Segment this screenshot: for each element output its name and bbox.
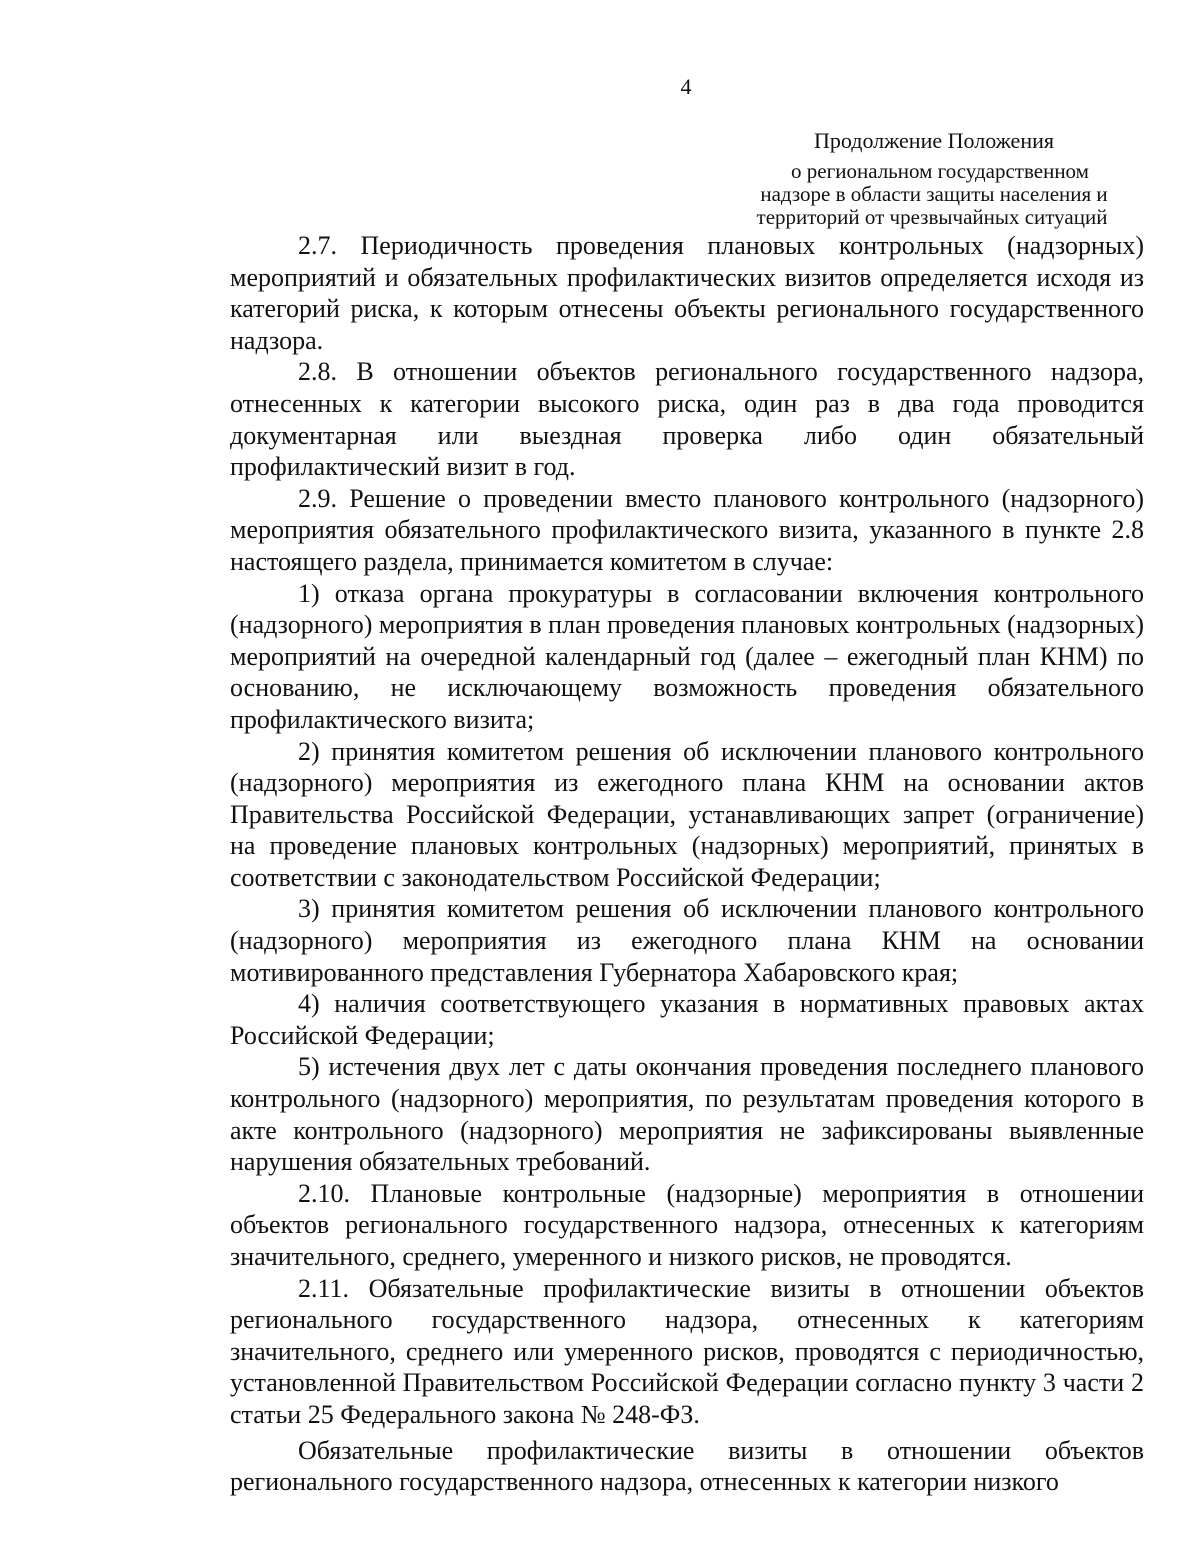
paragraph-2-10: 2.10. Плановые контрольные (надзорные) мероприятия в отношении объектов регионального государственного надзора, отнесенных к категориям значительного, среднего, умеренного и низкого рисков, не проводятся. bbox=[230, 1178, 1144, 1271]
paragraph-2-8: 2.8. В отношении объектов регионального государственного надзора, отнесенных к категории высокого риска, один раз в два года проводится документарная или выездная проверка либо один обязательный профилактический визит в год. bbox=[230, 357, 1144, 482]
paragraph-continuation: Обязательные профилактические визиты в отношении объектов регионального государственного надзора, отнесенных к категории низкого bbox=[230, 1435, 1144, 1497]
list-item-3: 3) принятия комитетом решения об исключении планового контрольного (надзорного) мероприятия из ежегодного плана КНМ на основании мотивированного представления Губернатора Хабаровского края; bbox=[230, 894, 1144, 987]
running-head bbox=[724, 128, 1144, 229]
document-body bbox=[230, 230, 1144, 1498]
list-item-5: 5) истечения двух лет с даты окончания проведения последнего планового контрольного (надзорного) мероприятия, по результатам проведения которого в акте контрольного (надзорного) мероприятия не зафиксированы выявленные нарушения обязательных требований. bbox=[230, 1052, 1144, 1177]
list-item-1: 1) отказа органа прокуратуры в согласовании включения контрольного (надзорного) мероприятия в план проведения плановых контрольных (надзорных) мероприятий на очередной календарный год (далее – ежегодный план КНМ) по основанию, не исключающему возможность проведения обязательного профилактического визита; bbox=[230, 578, 1144, 734]
list-item-4: 4) наличия соответствующего указания в нормативных правовых актах Российской Федерации; bbox=[230, 989, 1144, 1050]
paragraph-2-7: 2.7. Периодичность проведения плановых контрольных (надзорных) мероприятий и обязательных профилактических визитов определяется исходя из категорий риска, к которым отнесены объекты регионального государственного надзора. bbox=[230, 231, 1144, 355]
running-head-line: надзоре в области защиты населения и bbox=[760, 182, 1108, 206]
paragraph-2-9: 2.9. Решение о проведении вместо планового контрольного (надзорного) мероприятия обязательного профилактического визита, указанного в пункте 2.8 настоящего раздела, принимается комитетом в случае: bbox=[230, 483, 1144, 576]
page-number: 4 bbox=[680, 74, 692, 99]
paragraph-2-11: 2.11. Обязательные профилактические визиты в отношении объектов регионального государственного надзора, отнесенных к категориям значительного, среднего или умеренного рисков, проводятся с периодичностью, установленной Правительством Российской Федерации согласно пункту 3 части 2 статьи 25 Федерального закона № 248-ФЗ. bbox=[230, 1273, 1144, 1429]
running-head-line: территорий от чрезвычайных ситуаций bbox=[756, 205, 1108, 229]
running-head-line: о региональном государственном bbox=[791, 159, 1089, 183]
list-item-2: 2) принятия комитетом решения об исключении планового контрольного (надзорного) мероприятия из ежегодного плана КНМ на основании актов Правительства Российской Федерации, устанавливающих запрет (ограничение) на проведение плановых контрольных (надзорных) мероприятий, принятых в соответствии с законодательством Российской Федерации; bbox=[230, 736, 1144, 892]
running-head-title: Продолжение Положения bbox=[814, 128, 1054, 153]
